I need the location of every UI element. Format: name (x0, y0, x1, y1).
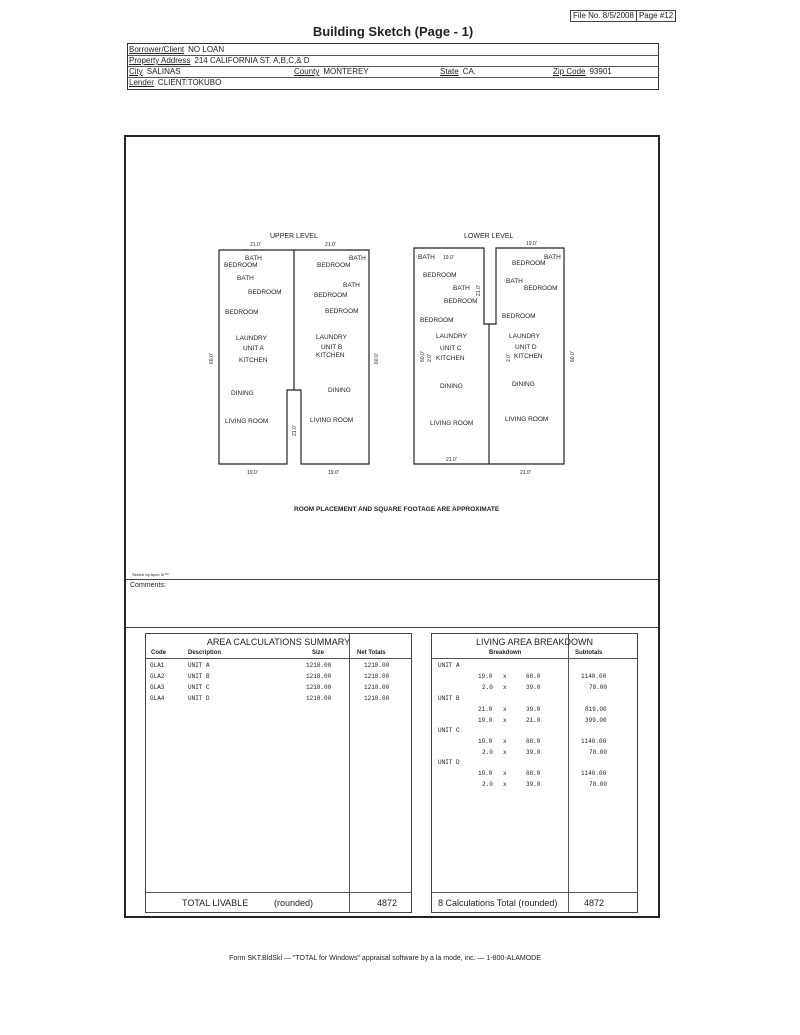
lender-row: Lender CLIENT:TOKUBO (129, 78, 222, 87)
room-label: BEDROOM (502, 313, 536, 320)
room-label: BEDROOM (420, 317, 454, 324)
room-label: BATH (349, 255, 366, 262)
page-title: Building Sketch (Page - 1) (312, 24, 474, 39)
unit-header: UNIT D (438, 759, 460, 766)
state-value: CA. (462, 67, 477, 76)
calculations-total-value: 4872 (584, 898, 605, 908)
room-label: LAUNDRY (236, 335, 267, 342)
room-label: KITCHEN (316, 352, 345, 359)
room-label: LAUNDRY (436, 333, 467, 340)
room-label: KITCHEN (436, 355, 465, 362)
total-rule (146, 892, 411, 893)
unit-header: UNIT C (438, 727, 460, 734)
room-label: BEDROOM (224, 262, 258, 269)
header-rule (432, 658, 637, 659)
room-label: BEDROOM (225, 309, 259, 316)
room-label: BATH (237, 275, 254, 282)
room-label: LAUNDRY (509, 333, 540, 340)
room-label: BEDROOM (444, 298, 478, 305)
city-row: City SALINAS County MONTEREY State CA. Zip Code 93901 (128, 66, 658, 78)
dim-label: 19.0' (328, 470, 339, 476)
room-label: BATH (544, 254, 561, 261)
dim-label: 21.0' (250, 242, 261, 248)
comments-label: Comments: (130, 582, 166, 589)
unit-label: UNIT D (515, 344, 537, 351)
dim-label: 21.0' (292, 425, 298, 436)
city-value: SALINAS (146, 67, 181, 76)
sketch-note: ROOM PLACEMENT AND SQUARE FOOTAGE ARE APPROXIMATE (294, 506, 500, 513)
unit-header: UNIT A (438, 662, 460, 669)
county-value: MONTEREY (323, 67, 369, 76)
room-label: KITCHEN (514, 353, 543, 360)
col-breakdown: Breakdown (489, 650, 522, 656)
col-subtotals: Subtotals (575, 650, 603, 656)
room-label: BEDROOM (314, 292, 348, 299)
form-footer: Form SKT.BldSkl — "TOTAL for Windows" appraisal software by a la mode, inc. — 1-800-ALAMODE (229, 955, 541, 962)
room-label: BATH (453, 285, 470, 292)
page-number: Page #12 (638, 11, 674, 20)
dim-label: 21.0' (520, 470, 531, 476)
room-label: BEDROOM (248, 289, 282, 296)
dim-label: 60.0' (420, 351, 426, 362)
dim-label: 21.0' (476, 285, 482, 296)
room-label: LIVING ROOM (225, 418, 269, 425)
area-summary-title: AREA CALCULATIONS SUMMARY (206, 637, 351, 647)
col-divider (568, 634, 569, 912)
total-livable-label: TOTAL LIVABLE (182, 898, 249, 908)
room-label: BEDROOM (512, 260, 546, 267)
room-label: BATH (418, 254, 435, 261)
col-size: Size (312, 650, 325, 656)
room-label: BEDROOM (317, 262, 351, 269)
address-row: Property Address 214 CALIFORNIA ST. A,B,C,& D (128, 55, 658, 67)
dim-label: 2.0' (427, 354, 433, 362)
borrower-value: NO LOAN (188, 45, 225, 54)
room-label: BEDROOM (325, 308, 359, 315)
room-label: LIVING ROOM (505, 416, 549, 423)
living-area-breakdown: LIVING AREA BREAKDOWN Breakdown Subtotals UNIT A 19.0 x 60.0 1140.00 2.0 x 39.0 78.00 UNIT B 21.0 x 39.0 819.00 19.0 x 21.0 399.00 UNIT C 19.0 x 60.0 1140.00 2.0 x 39.0 78.00 UNIT D 19.0 x 60.0 1140.00 2.0 x 39.0 78.00 8 Calculations Total (rounded) 4872 (431, 633, 638, 913)
room-label: BATH (245, 255, 262, 262)
dim-label: 19.0' (443, 255, 454, 261)
upper-level-title: UPPER LEVEL (270, 233, 318, 240)
area-calculations-summary: AREA CALCULATIONS SUMMARY Code Description Size Net Totals GLA1 UNIT A 1218.00 1218.00 GLA2 UNIT B 1218.00 1218.00 GLA3 UNIT C 1218.00 1218.00 GLA4 UNIT D 1218.00 1218.00 TOTAL LIVABLE (rounded) 4872 (145, 633, 412, 913)
unit-label: UNIT A (243, 345, 264, 352)
dim-label: 21.0' (446, 457, 457, 463)
room-label: DINING (328, 387, 351, 394)
dim-label: 21.0' (325, 242, 336, 248)
dim-label: 60.0' (209, 353, 215, 364)
address-value: 214 CALIFORNIA ST. A,B,C,& D (194, 56, 310, 65)
col-divider (349, 634, 350, 912)
room-label: BEDROOM (524, 285, 558, 292)
room-label: LIVING ROOM (310, 417, 354, 424)
col-description: Description (188, 650, 222, 656)
room-label: DINING (512, 381, 535, 388)
dim-label: 19.0' (526, 241, 537, 247)
room-label: BEDROOM (423, 272, 457, 279)
rounded-label: (rounded) (274, 898, 314, 908)
dim-label: 60.0' (374, 353, 380, 364)
total-livable-value: 4872 (377, 898, 398, 908)
room-label: BATH (506, 278, 523, 285)
file-number: File No. 8/5/2008 (573, 11, 634, 20)
unit-label: UNIT B (321, 344, 343, 351)
unit-label: UNIT C (440, 345, 462, 352)
breakdown-title: LIVING AREA BREAKDOWN (475, 637, 594, 647)
sketched-by: Sketch by Apex IV™ (132, 572, 169, 577)
dim-label: 60.0' (570, 351, 576, 362)
dim-label: 19.0' (247, 470, 258, 476)
header-rule (146, 658, 411, 659)
room-label: LAUNDRY (316, 334, 347, 341)
zip-value: 93901 (589, 67, 612, 76)
room-label: LIVING ROOM (430, 420, 474, 427)
unit-header: UNIT B (438, 695, 460, 702)
col-net-totals: Net Totals (357, 650, 386, 656)
total-rule (432, 892, 637, 893)
lender-value: CLIENT:TOKUBO (157, 78, 222, 87)
room-label: DINING (231, 390, 254, 397)
col-code: Code (151, 650, 166, 656)
room-label: KITCHEN (239, 357, 268, 364)
lower-level-title: LOWER LEVEL (464, 233, 514, 240)
room-label: DINING (440, 383, 463, 390)
dim-label: 2.0' (506, 354, 512, 362)
calculations-total-label: 8 Calculations Total (rounded) (438, 898, 558, 908)
borrower-row: Borrower/Client NO LOAN (128, 44, 658, 56)
room-label: BATH (343, 282, 360, 289)
